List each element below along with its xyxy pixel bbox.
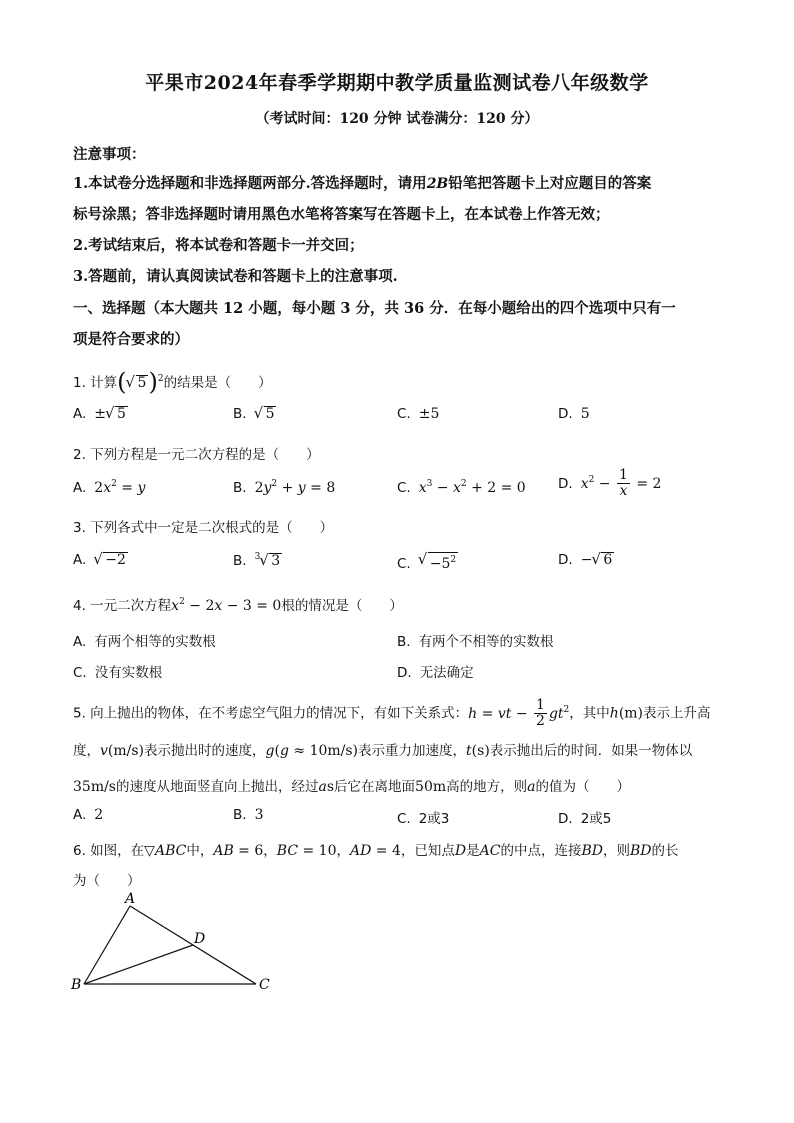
note-item-1: 1.本试卷分选择题和非选择题两部分.答选择题时，请用2B铅笔把答题卡上对应题目的答案 — [73, 175, 652, 192]
note-item-2: 2.考试结束后，将本试卷和答题卡一并交回； — [73, 237, 364, 254]
section-heading-cont: 项是符合要求的） — [73, 331, 189, 348]
q5-option-d[interactable]: D. 2或5 — [558, 811, 612, 827]
q5-option-c[interactable]: C. 2或3 — [397, 811, 450, 827]
question-2-stem: 2. 下列方程是一元二次方程的是（ ） — [73, 447, 320, 463]
section-heading: 一、选择题（本大题共 12 小题，每小题 3 分，共 36 分．在每小题给出的四个选项中只有一 — [73, 300, 676, 317]
question-6-line-1: 6. 如图，在▽ABC中，AB = 6，BC = 10，AD = 4，已知点D是AC的中点，连接BD，则BD的长 — [73, 843, 679, 859]
q4-option-d[interactable]: D. 无法确定 — [397, 665, 474, 681]
q4-option-a[interactable]: A. 有两个相等的实数根 — [73, 634, 216, 650]
label-d: D — [194, 931, 206, 947]
q2-option-a[interactable]: A. $2x^2 = y$ — [73, 479, 146, 496]
q5-option-b[interactable]: B. 3 — [233, 807, 264, 823]
question-5-line-3: 35m/s的速度从地面竖直向上抛出，经过as后它在离地面50m高的地方，则a的值为（ ） — [73, 779, 630, 795]
q2-option-d[interactable]: D. $x^2$ − $\frac{1}{x}$ = 2 — [558, 467, 662, 499]
side-ab — [84, 906, 130, 984]
q1-option-b[interactable]: B.√ 5 — [233, 406, 276, 422]
question-1-stem: 1. 计算(√ 5)$^2$的结果是（ ） — [73, 368, 272, 396]
notes-heading: 注意事项： — [73, 146, 146, 163]
q3-option-b[interactable]: B. $^3$√ 3 — [233, 552, 282, 569]
q3-option-d[interactable]: D. −√ 6 — [558, 552, 614, 568]
question-5-line-2: 度，v(m/s)表示抛出时的速度，g(g ≈ 10m/s)表示重力加速度，t(s)表示抛出后的时间．如果一物体以 — [73, 743, 693, 759]
q4-option-c[interactable]: C. 没有实数根 — [73, 665, 163, 681]
question-6-line-2: 为（ ） — [73, 873, 141, 889]
q5-option-a[interactable]: A. 2 — [73, 807, 104, 823]
q1-option-a[interactable]: A. ±√ 5 — [73, 406, 128, 422]
question-3-stem: 3. 下列各式中一定是二次根式的是（ ） — [73, 520, 334, 536]
q3-option-a[interactable]: A.√ −2 — [73, 552, 128, 568]
q1-option-d[interactable]: D. 5 — [558, 406, 590, 422]
q2-option-c[interactable]: C. $x^3 - x^2 + 2 = 0$ — [397, 479, 526, 496]
exam-info: （考试时间：120 分钟 试卷满分：120 分） — [255, 111, 539, 127]
q2-option-b[interactable]: B. $2y^2 + y = 8$ — [233, 479, 336, 496]
question-4-stem: 4. 一元二次方程$x^2 - 2x - 3 = 0$根的情况是（ ） — [73, 597, 403, 614]
question-5-line-1: 5. 向上抛出的物体，在不考虑空气阻力的情况下，有如下关系式：h = vt − $\frac{1}{2}$ $gt^2$，其中h(m)表示上升高 — [73, 697, 711, 729]
page-title: 平果市2024年春季学期期中教学质量监测试卷八年级数学 — [145, 72, 649, 94]
triangle-figure — [66, 890, 286, 1000]
q1-expression: (√ 5)$^2$ — [117, 375, 163, 391]
segment-bd — [84, 945, 193, 984]
q1-option-c[interactable]: C. ±5 — [397, 406, 440, 422]
label-a: A — [125, 891, 136, 907]
note-item-1-cont: 标号涂黑；答非选择题时请用黑色水笔将答案写在答题卡上，在本试卷上作答无效； — [73, 206, 610, 223]
note-item-3: 3.答题前，请认真阅读试卷和答题卡上的注意事项. — [73, 268, 398, 285]
q3-option-c[interactable]: $C.√ -5^2$ — [397, 552, 458, 572]
label-b: B — [71, 977, 82, 993]
q4-option-b[interactable]: B. 有两个不相等的实数根 — [397, 634, 554, 650]
label-c: C — [259, 977, 270, 993]
